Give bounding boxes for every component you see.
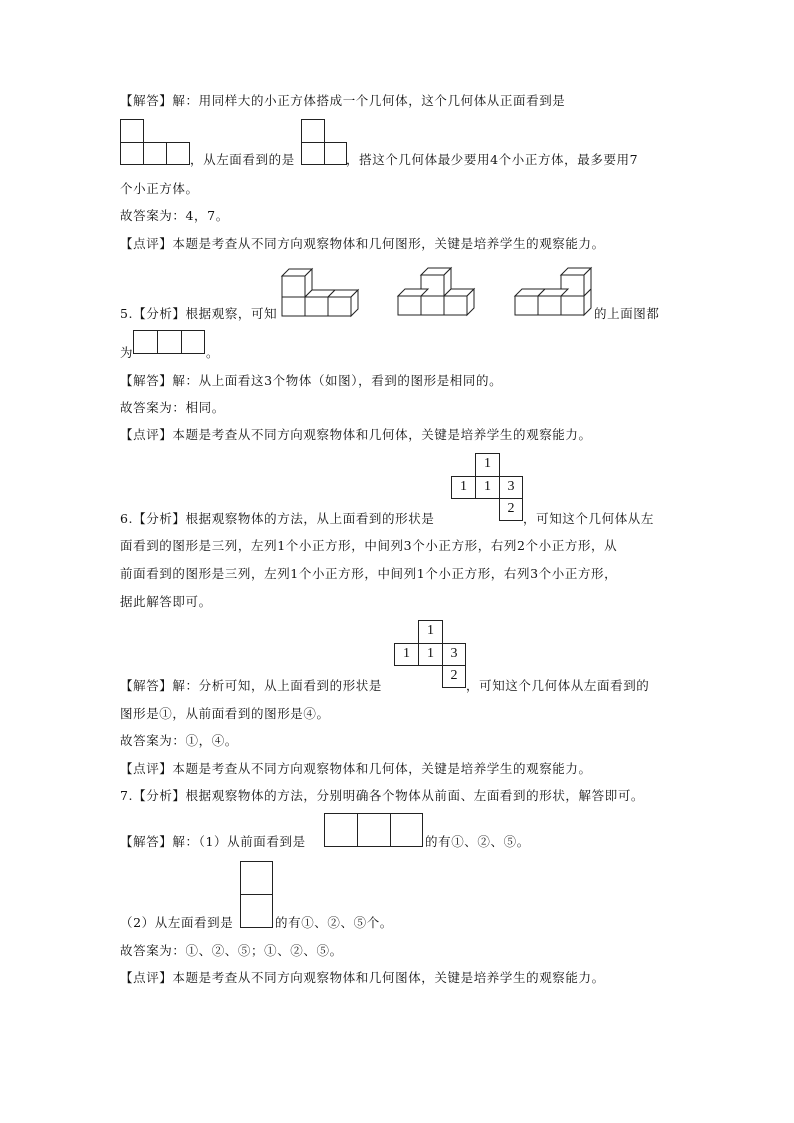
- q6-answer-line1b: ，可知这个几何体从左面看到的: [466, 678, 650, 693]
- q6-result: 故答案为：①，④。: [120, 733, 238, 748]
- q7-comment: 【点评】本题是考查从不同方向观察物体和几何图体，关键是培养学生的观察能力。: [120, 970, 605, 985]
- q7-result: 故答案为：①、②、⑤；①、②、⑤。: [120, 943, 343, 958]
- q4-answer-line2: ，从左面看到的是: [190, 152, 295, 167]
- q5-cube-figure-1: [280, 266, 362, 318]
- q7-front-view-figure: [324, 813, 423, 847]
- q7-answer2b: 的有①、②、⑤个。: [275, 915, 393, 930]
- q6-answer-line2: 图形是①，从前面看到的图形是④。: [120, 706, 330, 721]
- q5-analysis-b: 的上面图都: [594, 306, 660, 321]
- q5-result: 故答案为：相同。: [120, 400, 225, 415]
- q5-top-view-figure: [133, 330, 205, 354]
- q6-analysis-line2: 面看到的图形是三列，左列1个小正方形，中间列3个小正方形，右列2个小正方形，从: [120, 538, 618, 553]
- q6-analysis-line1a: 6.【分析】根据观察物体的方法，从上面看到的形状是: [120, 511, 435, 526]
- q6-analysis-line3: 前面看到的图形是三列，左列1个小正方形，中间列1个小正方形，右列3个小正方形，: [120, 566, 618, 581]
- q6-top-view-grid-2: 1 1 1 3 2: [394, 620, 466, 688]
- q6-analysis-line4: 据此解答即可。: [120, 594, 212, 609]
- q4-comment: 【点评】本题是考查从不同方向观察物体和几何图形，关键是培养学生的观察能力。: [120, 236, 605, 251]
- q6-analysis-line1b: ，可知这个几何体从左: [523, 511, 655, 526]
- q5-analysis-d: 。: [206, 345, 220, 360]
- q6-comment: 【点评】本题是考查从不同方向观察物体和几何体，关键是培养学生的观察能力。: [120, 761, 592, 776]
- q6-answer-line1a: 【解答】解：分析可知，从上面看到的形状是: [120, 678, 383, 693]
- q7-answer1b: 的有①、②、⑤。: [425, 834, 530, 849]
- q5-analysis-c: 为: [120, 345, 134, 360]
- q7-left-view-figure: [240, 861, 273, 928]
- q5-comment: 【点评】本题是考查从不同方向观察物体和几何体，关键是培养学生的观察能力。: [120, 427, 592, 442]
- q7-analysis: 7.【分析】根据观察物体的方法，分别明确各个物体从前面、左面看到的形状，解答即可。: [120, 788, 645, 803]
- q4-answer-line2b: ，搭这个几何体最少要用4个小正方体，最多要用7: [346, 152, 639, 167]
- q5-cube-figure-3: [513, 262, 595, 318]
- q4-left-view-figure: [301, 119, 347, 165]
- q4-answer-line3: 个小正方体。: [120, 181, 199, 196]
- q7-answer1a: 【解答】解：（1）从前面看到是: [120, 834, 306, 849]
- q5-analysis-a: 5.【分析】根据观察，可知: [120, 306, 278, 321]
- q6-top-view-grid-1: 1 1 1 3 2: [451, 453, 523, 521]
- q4-front-view-figure: [120, 119, 190, 165]
- q4-answer-line1: 【解答】解：用同样大的小正方体搭成一个几何体，这个几何体从正面看到是: [120, 93, 566, 108]
- q5-answer: 【解答】解：从上面看这3个物体（如图），看到的图形是相同的。: [120, 373, 503, 388]
- q7-answer2a: （2）从左面看到是: [120, 915, 234, 930]
- q4-result: 故答案为：4，7。: [120, 208, 229, 223]
- q5-cube-figure-2: [396, 265, 478, 317]
